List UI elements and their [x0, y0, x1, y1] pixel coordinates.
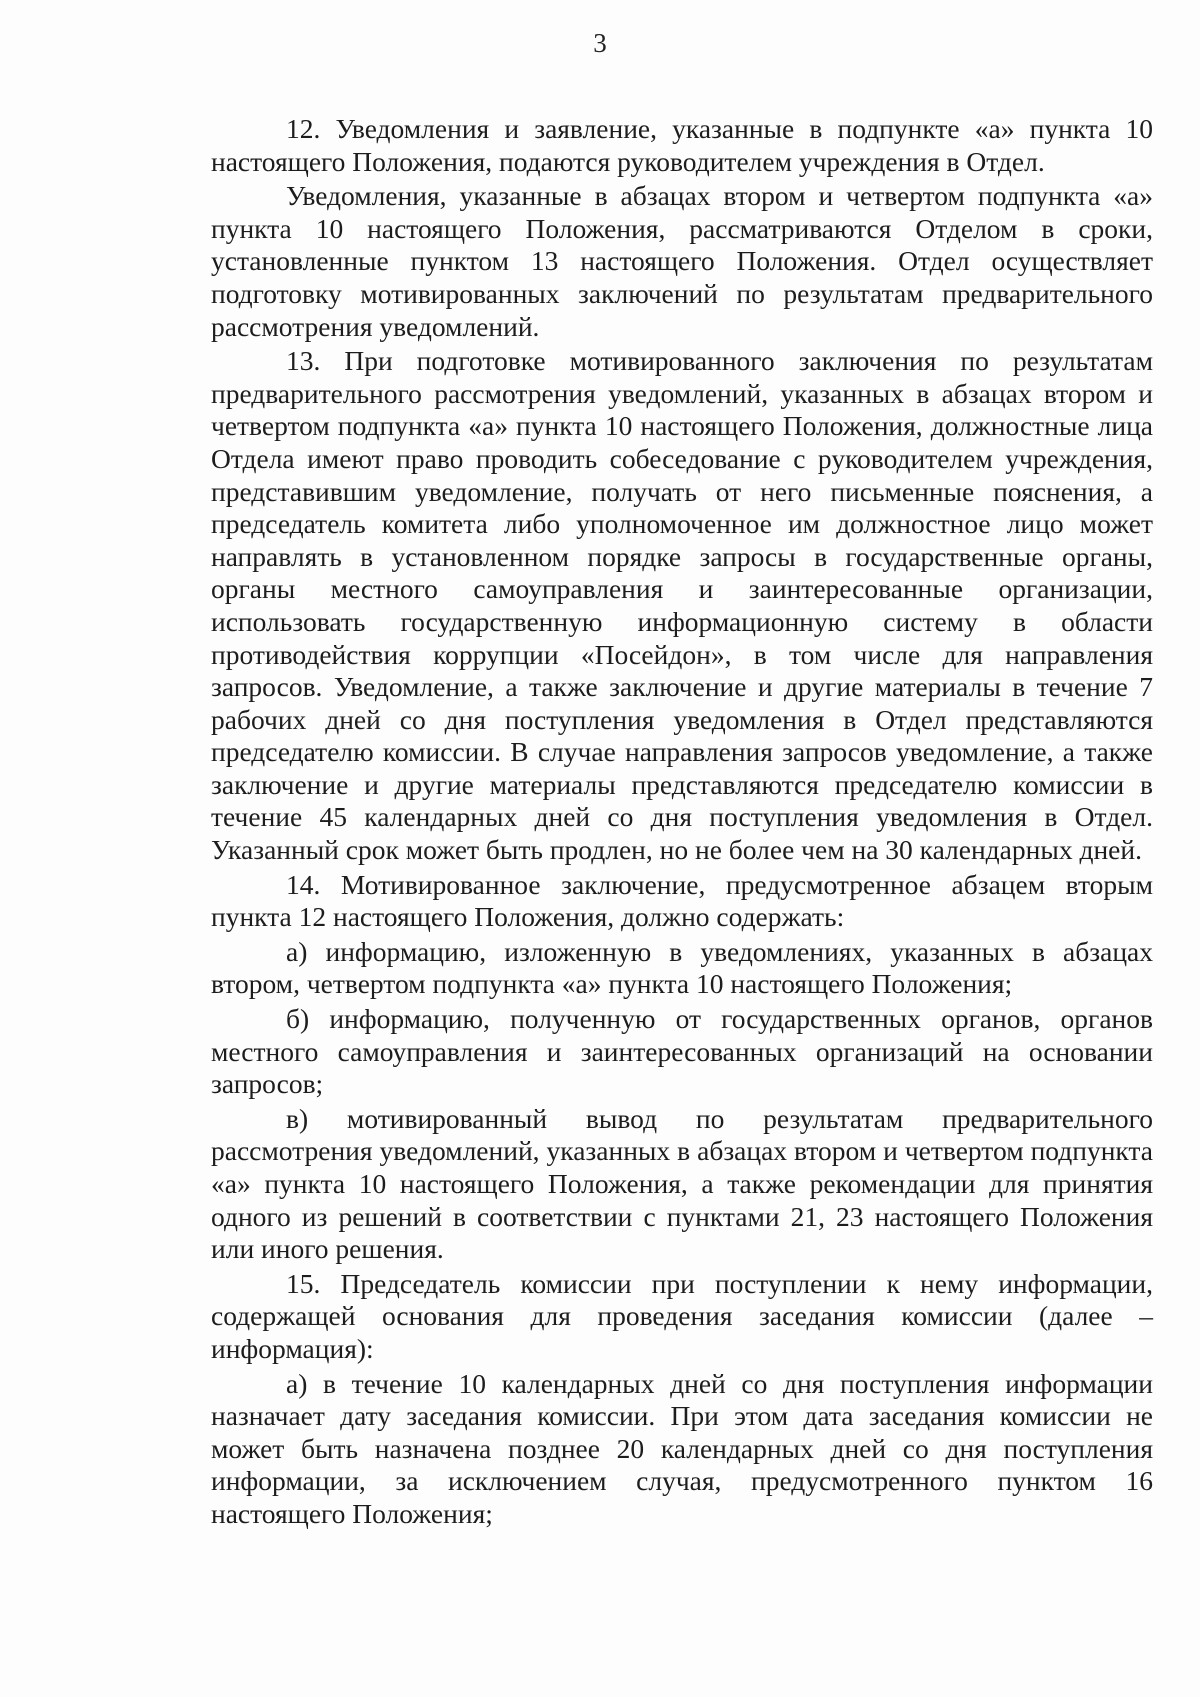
paragraph-14-b: б) информацию, полученную от государственных органов, органов местного самоуправления и заинтересованных организаций на основании запросов; — [211, 1003, 1153, 1100]
paragraph-12: 12. Уведомления и заявление, указанные в подпункте «а» пункта 10 настоящего Положения, подаются руководителем учреждения в Отдел. — [211, 113, 1153, 177]
page-number: 3 — [593, 28, 607, 58]
paragraph-15: 15. Председатель комиссии при поступлении к нему информации, содержащей основания для проведения заседания комиссии (далее – информация): — [211, 1267, 1153, 1364]
paragraph-14-v: в) мотивированный вывод по результатам предварительного рассмотрения уведомлений, указанных в абзацах втором и четвертом подпункта «а» пункта 10 настоящего Положения, а также рекомендации для принятия одного из решений в соответствии с пунктами 21, 23 настоящего Положения или иного решения. — [211, 1102, 1153, 1265]
paragraph-14-a: а) информацию, изложенную в уведомлениях, указанных в абзацах втором, четвертом подпункта «а» пункта 10 настоящего Положения; — [211, 935, 1153, 1000]
document-body — [211, 113, 1153, 1533]
paragraph-15-a: а) в течение 10 календарных дней со дня поступления информации назначает дату заседания комиссии. При этом дата заседания комиссии не может быть назначена позднее 20 календарных дней со дня поступления информации, за исключением случая, предусмотренного пунктом 16 настоящего Положения; — [211, 1367, 1153, 1529]
paragraph-14: 14. Мотивированное заключение, предусмотренное абзацем вторым пункта 12 настоящего Положения, должно содержать: — [211, 868, 1153, 933]
paragraph-12-notices: Уведомления, указанные в абзацах втором и четвертом подпункта «а» пункта 10 настоящего Положения, рассматриваются Отделом в сроки, установленные пунктом 13 настоящего Положения. Отдел осуществляет подготовку мотивированных заключений по результатам предварительного рассмотрения уведомлений. — [211, 180, 1153, 342]
paragraph-13: 13. При подготовке мотивированного заключения по результатам предварительного рассмотрения уведомлений, указанных в абзацах втором и четвертом подпункта «а» пункта 10 настоящего Положения, должностные лица Отдела имеют право проводить собеседование с руководителем учреждения, представившим уведомление, получать от него письменные пояснения, а председатель комитета либо уполномоченное им должностное лицо может направлять в установленном порядке запросы в государственные органы, органы местного самоуправления и заинтересованные организации, использовать государственную информационную систему в области противодействия коррупции «Посейдон», в том числе для направления запросов. Уведомление, а также заключение и другие материалы в течение 7 рабочих дней со дня поступления уведомления в Отдел представляются председателю комиссии. В случае направления запросов уведомление, а также заключение и другие материалы представляются председателю комиссии в течение 45 календарных дней со дня поступления уведомления в Отдел. Указанный срок может быть продлен, но не более чем на 30 календарных дней. — [211, 345, 1153, 866]
